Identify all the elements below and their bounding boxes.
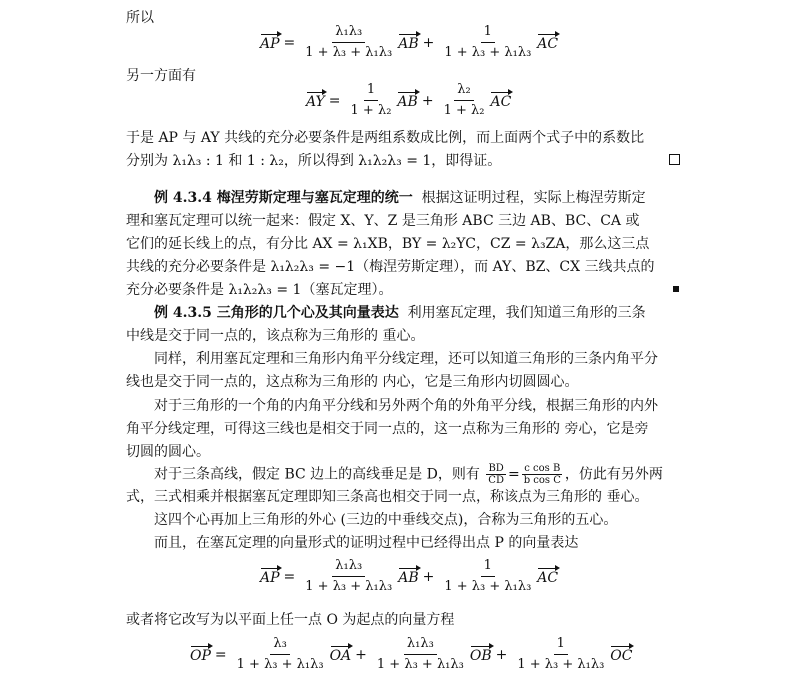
example-4-3-4: 例 4.3.4 梅涅劳斯定理与塞瓦定理的统一 根据这证明过程，实际上梅涅劳斯定 [154, 190, 646, 206]
text-line: 对于三角形的一个角的内角平分线和另外两个角的外角平分线，根据三角形的内外 [154, 398, 658, 414]
text-line: 充分必要条件是 λ₁λ₂λ₃ = 1（塞瓦定理）。 [126, 282, 393, 298]
example-4-3-5: 例 4.3.5 三角形的几个心及其向量表达 利用塞瓦定理，我们知道三角形的三条 [154, 305, 646, 321]
text-line: 于是 AP 与 AY 共线的充分必要条件是两组系数成比例，而上面两个式子中的系数比 [126, 130, 645, 146]
text-line: 式，三式相乘并根据塞瓦定理即知三条高也相交于同一点，称该点为三角形的 垂心。 [126, 489, 649, 505]
text-line: 另一方面有 [126, 68, 196, 84]
text-line: 对于三条高线，假定 BC 边上的高线垂足是 D，则有 $\frac{BD}{CD}$ = $\frac{\text{c cos B}}{\text{b cos C}}$ ，仿此有另外两 [154, 463, 663, 486]
text-line: 切圆的圆心。 [126, 444, 210, 460]
text-line: 线也是交于同一点的，这点称为三角形的 内心，它是三角形内切圆圆心。 [126, 374, 579, 390]
text-line: 这四个心再加上三角形的外心 (三边的中垂线交点)，合称为三角形的五心。 [154, 512, 618, 528]
text-line: 中线是交于同一点的，该点称为三角形的 重心。 [126, 328, 425, 344]
text-line: 理和塞瓦定理可以统一起来：假定 X、Y、Z 是三角形 ABC 三边 AB、BC、CA 或 [126, 213, 640, 229]
qed-box [669, 154, 680, 165]
equation-ay: AY = $\frac{1}{\text{1 + λ₂}}$ AB + $\frac{\text{λ₂}}{\text{1 + λ₂}}$ AC [306, 82, 512, 118]
text-line: 而且，在塞瓦定理的向量形式的证明过程中已经得出点 P 的向量表达 [154, 535, 579, 551]
text-line: 它们的延长线上的点，有分比 AX = λ₁XB，BY = λ₂YC，CZ = λ₃ZA，那么这三点 [126, 236, 650, 252]
text-line: 同样，利用塞瓦定理和三角形内角平分线定理，还可以知道三角形的三条内角平分 [154, 351, 658, 367]
end-marker [673, 286, 679, 292]
text-line: 所以 [126, 10, 154, 26]
text-line: 角平分线定理，可得这三线也是相交于同一点的，这一点称为三角形的 旁心，它是旁 [126, 421, 649, 437]
text-line: 或者将它改写为以平面上任一点 O 为起点的向量方程 [126, 612, 455, 628]
vector-ap: AP [260, 35, 280, 52]
text-line: 分别为 λ₁λ₃ : 1 和 1 : λ₂，所以得到 λ₁λ₂λ₃ = 1，即得证。 [126, 153, 502, 169]
text-line: 共线的充分必要条件是 λ₁λ₂λ₃ = −1（梅涅劳斯定理），而 AY、BZ、CX 三线共点的 [126, 259, 655, 275]
equation-op: OP = $\frac{\text{λ₃}}{\text{1 + λ₃ + λ₁λ₃}}$ OA + $\frac{\text{λ₁λ₃}}{\text{1 + λ₃ + λ₁λ₃}}$ OB + $\frac{1}{\text{1 + λ₃ + λ₁λ₃}}$ OC [190, 636, 633, 672]
equation-ap-2: AP = $\frac{\text{λ₁λ₃}}{\text{1 + λ₃ + λ₁λ₃}}$ AB + $\frac{1}{\text{1 + λ₃ + λ₁λ₃}}$ AC [260, 558, 559, 594]
equation-ap-1: AP = $\frac{\text{λ₁λ₃}}{\text{1 + λ₃ + λ₁λ₃}}$ AB + $\frac{1}{\text{1 + λ₃ + λ₁λ₃}}$ AC [260, 24, 559, 60]
